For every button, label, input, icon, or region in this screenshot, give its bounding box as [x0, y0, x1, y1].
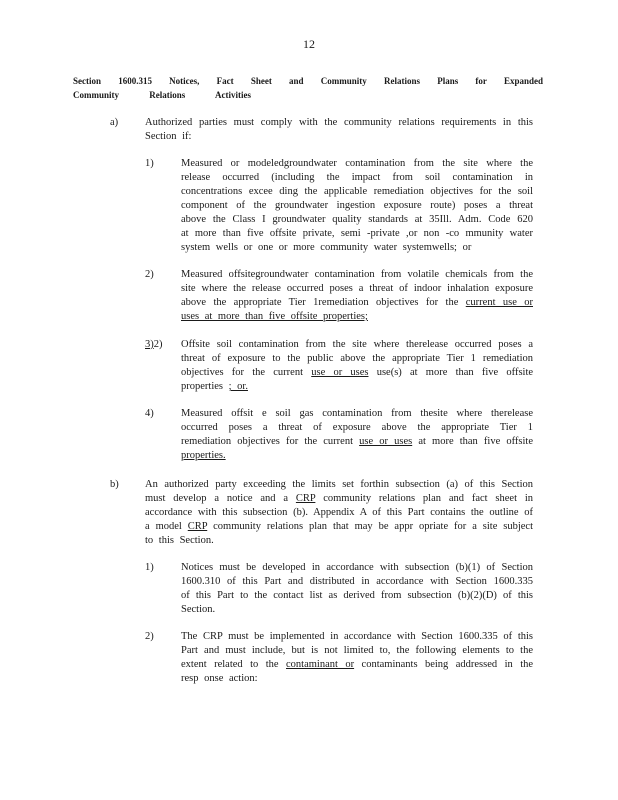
item-b-crp-2: CRP [187, 521, 208, 532]
item-a1-marker: 1) [145, 158, 154, 169]
item-b2-marker: 2) [145, 631, 154, 642]
section-heading [73, 74, 543, 102]
item-b2-text-tail: contaminants being addressed in the resp onse action: [181, 659, 534, 684]
item-a4-marker: 4) [145, 408, 154, 419]
item-a4-text [181, 407, 533, 463]
item-b1-text: Notices must be developed in accordance with subsection (b)(1) of Section 1600.310 of this Part and distributed in accordance with Section 1600.335 of this Part to the contact list as derived from subsection (b)(2)(D) of this Section. [181, 562, 533, 615]
item-a3-marker-struck: 3) [145, 339, 154, 350]
item-b-crp-1: CRP [295, 493, 316, 504]
item-b-text-mid-2: community relations plan that may be appr opriate for a site subject to this Section. [145, 521, 534, 546]
item-a3-text-main: Offsite soil contamination from the site where therelease occurred poses a threat of exposure to the public above the appropriate Tier 1 remediation objectives for the current [181, 339, 533, 378]
item-b2-text [181, 630, 533, 686]
item-a2-text-underlined: current use or uses at more than five offsite properties; [181, 297, 533, 322]
item-b-text [145, 478, 533, 548]
item-b-text-main: An authorized party exceeding the limits set forthin subsection (a) of this Section must develop a notice and a [145, 479, 533, 504]
item-a3-marker-new: 2) [153, 339, 163, 350]
item-a3-text-tail: use(s) at more than five offsite properties [181, 367, 534, 392]
item-a2-text-main: Measured offsitegroundwater contamination from volatile chemicals from the site where the release occurred poses a threat of indoor inhalation exposure above the appropriate Tier 1remediation objectives for the [181, 269, 533, 308]
item-a2-text [181, 268, 533, 324]
section-heading-line-2: Community Relations Activities [73, 90, 251, 100]
item-b1-marker: 1) [145, 562, 154, 573]
item-a3-text-underlined: use or uses [311, 367, 369, 378]
item-a4-text-tail: at more than five offsite [418, 436, 533, 447]
item-b2-text-underlined: contaminant or [286, 659, 355, 670]
section-heading-line-1: Section 1600.315 Notices, Fact Sheet and Community Relations Plans for Expanded [73, 76, 543, 86]
item-a2-marker: 2) [145, 269, 154, 280]
item-a-marker: a) [110, 117, 119, 128]
item-a-text: Authorized parties must comply with the community relations requirements in this Section if: [145, 117, 533, 142]
page-number: 12 [303, 37, 315, 51]
item-a4-text-underlined: use or uses [359, 436, 413, 447]
item-a4-text-end: properties. [181, 450, 226, 461]
item-a1-text: Measured or modeledgroundwater contamination from the site where the release occurred (including the impact from soil contamination in concentrations excee ding the applicable remediation objectives for the soil component of the groundwater ingestion exposure route) poses a threat above the Class I groundwater quality standards at 35Ill. Adm. Code 620 at more than five offsite private, semi -private ,or non -co mmunity water system wells or one or more community water systemwells; or [181, 158, 533, 253]
item-a3-marker [145, 338, 163, 352]
item-b-text-mid-1: community relations plan and fact sheet in accordance with this subsection (b). Appendix A of this Part contains the outline of a model [145, 493, 534, 532]
item-a4-text-main: Measured offsit e soil gas contamination from thesite where therelease occurred poses a threat of exposure above the appropriate Tier 1 remediation objectives for the current [181, 408, 533, 447]
item-b-marker: b) [110, 479, 119, 490]
item-b2-text-main: The CRP must be implemented in accordance with Section 1600.335 of this Part and must include, but is not limited to, the following elements to the extent related to the [181, 631, 533, 670]
item-a3-text [181, 338, 533, 394]
item-a3-text-end: ; or. [228, 381, 248, 392]
